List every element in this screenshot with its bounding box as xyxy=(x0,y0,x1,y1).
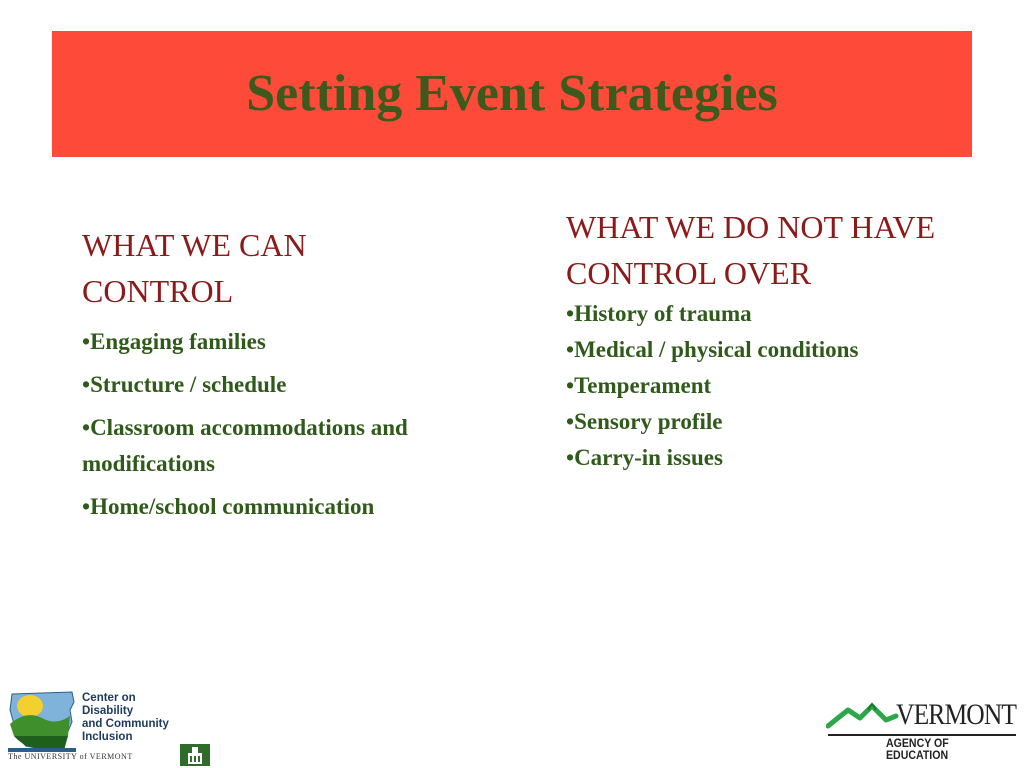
list-item-text: Medical / physical conditions xyxy=(574,337,859,362)
list-item-text: Engaging families xyxy=(90,329,266,354)
list-item-text: Temperament xyxy=(574,373,712,398)
left-bullet-list xyxy=(82,324,462,525)
bullet-icon: • xyxy=(82,329,91,354)
right-column xyxy=(566,204,986,476)
bullet-icon: • xyxy=(82,415,91,440)
cdci-line: Center on xyxy=(82,692,136,704)
list-item xyxy=(566,404,986,440)
list-item-text: Sensory profile xyxy=(574,409,723,434)
bullet-icon: • xyxy=(566,445,575,470)
slide-title: Setting Event Strategies xyxy=(246,65,778,122)
left-column xyxy=(82,222,462,532)
bullet-icon: • xyxy=(566,409,575,434)
list-item xyxy=(566,368,986,404)
cdci-line: and Community xyxy=(82,718,169,730)
cdci-line: Disability xyxy=(82,705,134,717)
uvm-building-icon xyxy=(180,744,210,766)
list-item xyxy=(566,296,986,332)
bullet-icon: • xyxy=(566,373,575,398)
list-item-text: Structure / schedule xyxy=(90,372,287,397)
bullet-icon: • xyxy=(82,372,91,397)
list-item xyxy=(82,367,462,403)
bullet-icon: • xyxy=(82,494,91,519)
list-item xyxy=(566,440,986,476)
vermont-wordmark: VERMONT xyxy=(896,698,1017,731)
list-item-text: Carry-in issues xyxy=(574,445,723,470)
list-item-text: History of trauma xyxy=(574,301,752,326)
cdci-line: Inclusion xyxy=(82,731,133,743)
list-item-text: Home/school communication xyxy=(90,494,375,519)
right-column-heading: WHAT WE DO NOT HAVE CONTROL OVER xyxy=(566,209,936,291)
bullet-icon: • xyxy=(566,301,575,326)
list-item xyxy=(82,489,462,525)
list-item xyxy=(566,332,986,368)
bullet-icon: • xyxy=(566,337,575,362)
list-item-text: Classroom accommodations and modifications xyxy=(82,415,408,476)
list-item xyxy=(82,324,462,360)
title-banner xyxy=(52,31,972,157)
list-item xyxy=(82,410,462,482)
right-bullet-list xyxy=(566,296,986,476)
agency-of-education: AGENCY OF EDUCATION xyxy=(886,738,949,762)
logo-divider xyxy=(828,734,1016,736)
cdci-name xyxy=(82,692,169,744)
left-column-heading: WHAT WE CAN CONTROL xyxy=(82,227,307,309)
university-name: The UNIVERSITY of VERMONT xyxy=(8,752,133,761)
